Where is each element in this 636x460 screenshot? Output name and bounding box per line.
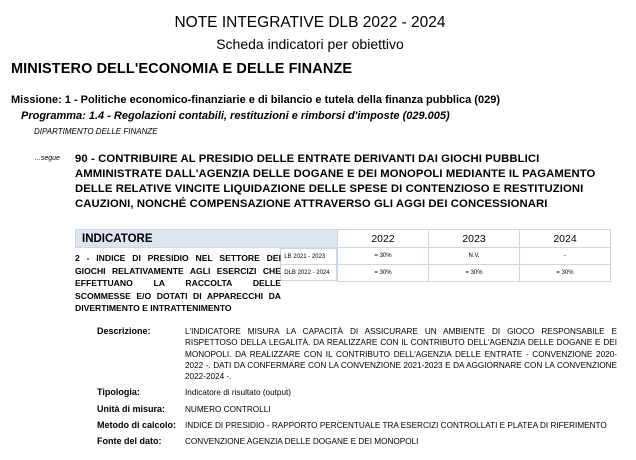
segue-label: ...segue — [35, 155, 60, 162]
dlb-2024-value: = 30% — [520, 264, 611, 281]
missione-line: Missione: 1 - Politiche economico-finanziarie e di bilancio e tutela della finanza pubblica (029) — [11, 94, 500, 106]
unita-value: NUMERO CONTROLLI — [185, 404, 271, 414]
indicator-name: 2 - INDICE DI PRESIDIO NEL SETTORE DEI GIOCHI RELATIVAMENTE AGLI ESERCIZI CHE EFFETTUANO LA RACCOLTA DELLE SCOMMESSE E/O DOTATI DI APPARECCHI DA DIVERTIMENTO E INTRATTENIMENTO — [75, 253, 281, 313]
document-title: NOTE INTEGRATIVE DLB 2022 - 2024 — [174, 14, 446, 31]
metodo-value: INDICE DI PRESIDIO - RAPPORTO PERCENTUALE TRA ESERCIZI CONTROLLATI E PLATEA DI RIFERIMENTO — [185, 421, 607, 431]
tipologia-label: Tipologia: — [97, 387, 140, 398]
ministry-heading: MINISTERO DELL'ECONOMIA E DELLE FINANZE — [11, 61, 353, 77]
year-2023-header: 2023 — [429, 230, 520, 248]
descrizione-row — [97, 326, 617, 382]
fonte-row — [97, 436, 617, 447]
indicator-details — [97, 326, 617, 453]
row-label-dlb: DLB 2022 - 2024 — [281, 265, 337, 281]
lb-2022-value: = 30% — [338, 248, 429, 265]
dlb-2023-value: = 30% — [429, 264, 520, 281]
lb-2023-value: N.V. — [429, 248, 520, 265]
year-2024-header: 2024 — [520, 230, 611, 248]
programma-line: Programma: 1.4 - Regolazioni contabili, restituzioni e rimborsi d'imposte (029.005) — [21, 110, 450, 122]
metodo-row — [97, 420, 617, 431]
tipologia-row — [97, 387, 617, 398]
fonte-value: CONVENZIONE AGENZIA DELLE DOGANE E DEI MONOPOLI — [185, 437, 419, 447]
tipologia-value: Indicatore di risultato (output) — [185, 388, 292, 398]
year-2022-header: 2022 — [338, 230, 429, 248]
department-line: DIPARTIMENTO DELLE FINANZE — [34, 127, 158, 136]
document-subtitle: Scheda indicatori per obiettivo — [216, 36, 404, 52]
row-label-lb: LB 2021 - 2023 — [281, 249, 337, 265]
dlb-2022-value: = 30% — [338, 264, 429, 281]
lb-2024-value: - — [520, 248, 611, 265]
descrizione-label: Descrizione: — [97, 326, 151, 336]
unita-row — [97, 404, 617, 415]
indicator-header: INDICATORE — [76, 230, 338, 248]
metodo-label: Metodo di calcolo: — [97, 420, 177, 431]
descrizione-value: L'INDICATORE MISURA LA CAPACITÀ DI ASSICURARE UN AMBIENTE DI GIOCO RESPONSABILE E RISPETTOSO DELLA LEGALITÀ. DA REALIZZARE CON IL CONTRIBUTO DELL'AGENZIA DELLE DOGANE E DEI MONOPOLI. DA REALIZZARE CON IL CONTRIBUTO DELL'AGENZIA DELLE ENTRATE - CONVENZIONE 2020-2022 -. DATI DA CONFERMARE CON LA CONVENZIONE 2021-2023 E DA AGGIORNARE CON LA CONVENZIONE 2022-2024 -. — [185, 327, 617, 382]
objective-text: 90 - CONTRIBUIRE AL PRESIDIO DELLE ENTRATE DERIVANTI DAI GIOCHI PUBBLICI AMMINISTRATE DALL'AGENZIA DELLE DOGANE E DEI MONOPOLI MEDIANTE IL PAGAMENTO DELLE RELATIVE VINCITE LIQUIDAZIONE DELLE SPESE DI CONTENZIOSO E RESTITUZIONI CAUZIONI, NONCHÉ COMPENSAZIONE ATTRAVERSO GLI AGGI DEI CONCESSIONARI — [75, 153, 596, 210]
unita-label: Unità di misura: — [97, 403, 166, 414]
fonte-label: Fonte del dato: — [97, 436, 162, 447]
